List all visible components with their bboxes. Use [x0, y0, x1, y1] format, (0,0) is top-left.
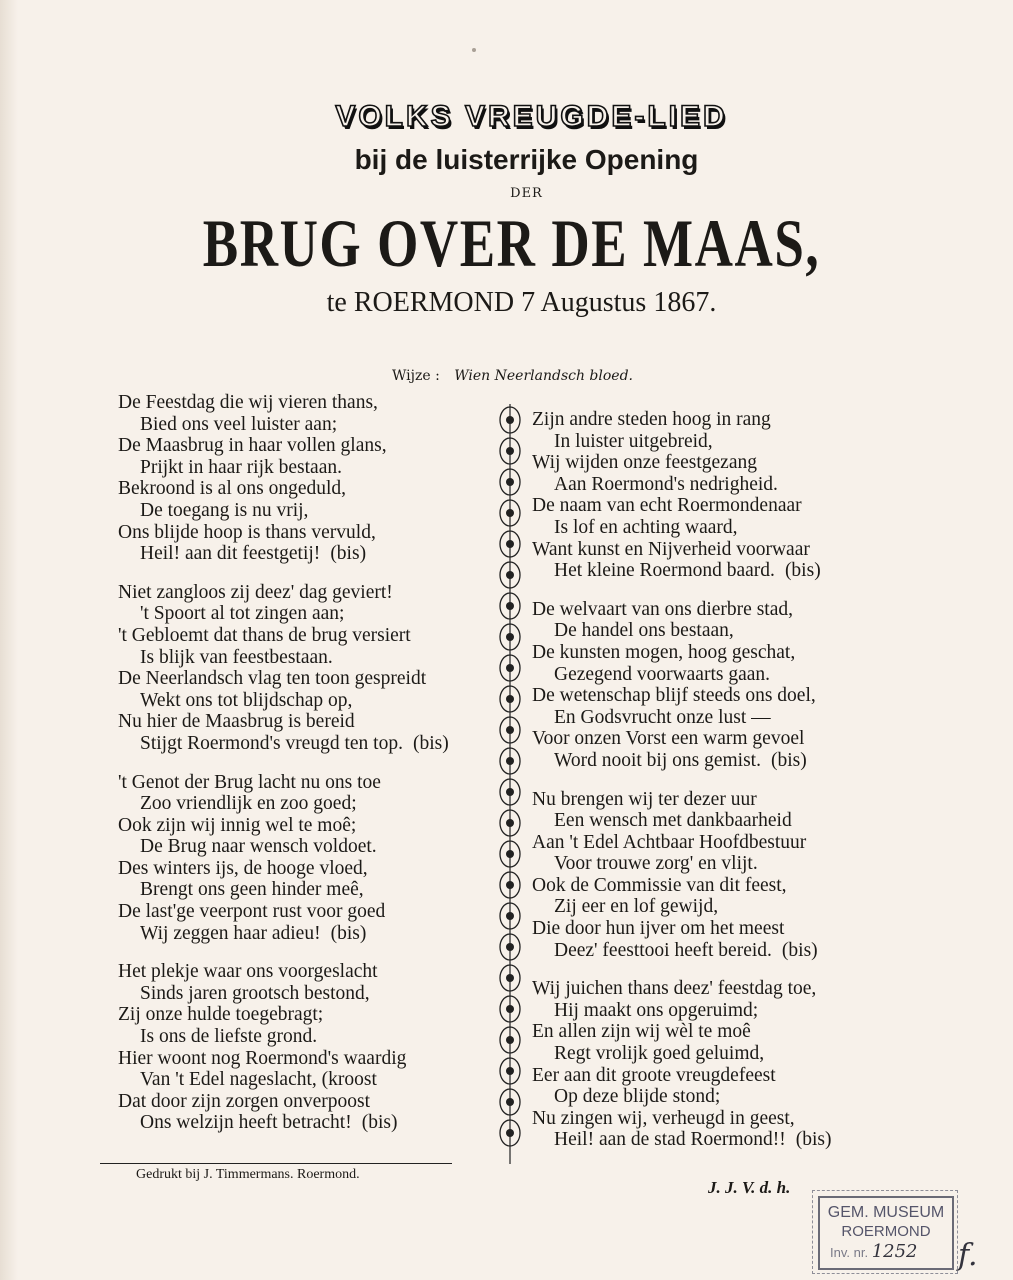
- verse-text: De kunsten mogen, hoog geschat,: [532, 641, 796, 663]
- verse-line: [118, 1026, 488, 1048]
- verse-line: [118, 603, 488, 625]
- stamp-inventory-label: Inv. nr.: [830, 1245, 869, 1260]
- verse-text: Op deze blijde stond;: [554, 1086, 721, 1108]
- verse-text: De wetenschap blijf steeds ons doel,: [532, 685, 816, 707]
- stanza: [118, 582, 488, 755]
- divider-ornament-center: [506, 1036, 514, 1044]
- verse-text: Ons blijde hoop is thans vervuld,: [118, 521, 376, 543]
- verse-text: De Maasbrug in haar vollen glans,: [118, 435, 387, 457]
- title-der: DER: [510, 186, 543, 201]
- verse-line: [532, 642, 882, 664]
- bis-marker: (bis): [330, 922, 367, 944]
- verse-line: [118, 690, 488, 712]
- stanza: [118, 392, 488, 565]
- bis-marker: (bis): [330, 543, 367, 565]
- verse-line: [118, 772, 488, 794]
- verse-text: Bied ons veel luister aan;: [140, 413, 338, 435]
- verse-text: Aan Roermond's nedrigheid.: [554, 473, 778, 495]
- verse-line: [118, 522, 488, 544]
- footer-rule: [100, 1163, 452, 1164]
- verse-line: [532, 918, 882, 940]
- verse-line: [118, 668, 488, 690]
- bis-marker: (bis): [361, 1112, 398, 1134]
- verse-text: Eer aan dit groote vreugdefeest: [532, 1064, 776, 1086]
- verse-text: Wij wijden onze feestgezang: [532, 452, 757, 474]
- bis-marker: (bis): [781, 939, 818, 961]
- verse-text: Voor onzen Vorst een warm gevoel: [532, 728, 805, 750]
- verse-text: 't Genot der Brug lacht nu ons toe: [118, 771, 381, 793]
- verse-text: Het plekje waar ons voorgeslacht: [118, 961, 378, 983]
- verse-text: Dat door zijn zorgen onverpoost: [118, 1090, 370, 1112]
- verse-text: Heil! aan dit feestgetij!: [140, 543, 321, 565]
- divider-ornament-center: [506, 912, 514, 920]
- verse-line: [532, 875, 882, 897]
- verse-text: Het kleine Roermond baard.: [554, 560, 775, 582]
- verse-text: Zij onze hulde toegebragt;: [118, 1004, 324, 1026]
- stamp-line1: GEM. MUSEUM: [827, 1204, 945, 1221]
- verse-text: Nu zingen wij, verheugd in geest,: [532, 1107, 795, 1129]
- verse-line: [532, 474, 882, 496]
- bis-marker: (bis): [412, 732, 449, 754]
- verse-line: [532, 685, 882, 707]
- verse-line: [118, 543, 488, 565]
- verse-line: [118, 582, 488, 604]
- verse-text: Die door hun ijver om het meest: [532, 918, 785, 940]
- verse-text: Wekt ons tot blijdschap op,: [140, 689, 353, 711]
- bis-marker: (bis): [795, 1129, 832, 1151]
- verse-line: [118, 625, 488, 647]
- verse-text: Aan 't Edel Achtbaar Hoofdbestuur: [532, 831, 807, 853]
- header: [0, 100, 1013, 319]
- verse-line: [118, 478, 488, 500]
- verse-line: [118, 1069, 488, 1091]
- verse-text: De Feestdag die wij vieren thans,: [118, 392, 378, 413]
- verse-line: [118, 815, 488, 837]
- verse-line: [532, 409, 882, 431]
- verse-line: [532, 452, 882, 474]
- divider-ornament-center: [506, 850, 514, 858]
- verse-text: Heil! aan de stad Roermond!!: [554, 1129, 786, 1151]
- bis-marker: (bis): [770, 749, 807, 771]
- divider-ornament-center: [506, 974, 514, 982]
- stanza: [532, 978, 882, 1151]
- bis-marker: (bis): [784, 560, 821, 582]
- verse-text: Zoo vriendlijk en zoo goed;: [140, 793, 357, 815]
- divider-ornament-center: [506, 1098, 514, 1106]
- verse-line: [532, 620, 882, 642]
- divider-ornament-center: [506, 447, 514, 455]
- verse-text: Brengt ons geen hinder meê,: [140, 879, 364, 901]
- verse-text: Sinds jaren grootsch bestond,: [140, 982, 370, 1004]
- verse-line: [532, 978, 882, 1000]
- verse-line: [118, 733, 488, 755]
- divider-ornament-center: [506, 1067, 514, 1075]
- verse-line: [118, 457, 488, 479]
- verse-text: Deez' feesttooi heeft bereid.: [554, 939, 772, 961]
- verse-line: [118, 435, 488, 457]
- verse-text: Ook de Commissie van dit feest,: [532, 874, 787, 896]
- verse-text: Ook zijn wij innig wel te moê;: [118, 814, 357, 836]
- verse-text: Van 't Edel nageslacht, (kroost: [140, 1069, 377, 1091]
- verse-line: [532, 1065, 882, 1087]
- verse-text: Des winters ijs, de hooge vloed,: [118, 857, 368, 879]
- verse-line: [118, 793, 488, 815]
- verse-text: Regt vrolijk goed geluimd,: [554, 1043, 765, 1065]
- verse-text: Stijgt Roermond's vreugd ten top.: [140, 732, 403, 754]
- verse-line: [118, 879, 488, 901]
- verse-line: [118, 961, 488, 983]
- verse-text: Nu brengen wij ter dezer uur: [532, 788, 757, 810]
- printer-credit: Gedrukt bij J. Timmermans. Roermond.: [136, 1167, 360, 1182]
- verse-text: Een wensch met dankbaarheid: [554, 810, 792, 832]
- divider-ornament-center: [506, 478, 514, 486]
- author-initials: J. J. V. d. h.: [708, 1178, 791, 1197]
- verse-line: [532, 940, 882, 962]
- verse-line: [118, 500, 488, 522]
- melody-tune: Wien Neerlandsch bloed.: [454, 368, 633, 384]
- verse-text: En allen zijn wij wèl te moê: [532, 1021, 751, 1043]
- divider-ornament-center: [506, 1129, 514, 1137]
- divider-ornament-center: [506, 726, 514, 734]
- verse-line: [532, 539, 882, 561]
- verse-text: De Brug naar wensch voldoet.: [140, 836, 377, 858]
- divider-ornament-center: [506, 695, 514, 703]
- divider-ornament-center: [506, 571, 514, 579]
- museum-stamp: [818, 1196, 954, 1270]
- divider-ornament-center: [506, 633, 514, 641]
- verse-text: En Godsvrucht onze lust —: [554, 706, 771, 728]
- verse-line: [532, 853, 882, 875]
- title-brug-over-de-maas: BRUG OVER DE MAAS,: [202, 205, 821, 281]
- verse-line: [532, 1043, 882, 1065]
- verse-text: Hier woont nog Roermond's waardig: [118, 1047, 407, 1069]
- right-column: [532, 409, 882, 1168]
- stanza: [532, 599, 882, 772]
- verse-line: [532, 1086, 882, 1108]
- verse-text: Word nooit bij ons gemist.: [554, 749, 761, 771]
- verse-line: [118, 711, 488, 733]
- verse-text: De naam van echt Roermondenaar: [532, 495, 802, 517]
- left-column: [118, 392, 488, 1151]
- verse-line: [532, 728, 882, 750]
- verse-text: Want kunst en Nijverheid voorwaar: [532, 538, 810, 560]
- verse-line: [532, 431, 882, 453]
- divider-ornament-center: [506, 1005, 514, 1013]
- verse-text: Ons welzijn heeft betracht!: [140, 1112, 352, 1134]
- verse-line: [532, 896, 882, 918]
- verse-line: [118, 1091, 488, 1113]
- stanza: [532, 409, 882, 582]
- verse-text: De Neerlandsch vlag ten toon gespreidt: [118, 668, 427, 690]
- verse-line: [118, 392, 488, 414]
- verse-text: Voor trouwe zorg' en vlijt.: [554, 853, 758, 875]
- verse-line: [532, 495, 882, 517]
- verse-text: In luister uitgebreid,: [554, 430, 713, 452]
- stamp-line2: ROERMOND: [841, 1223, 931, 1240]
- verse-text: 't Spoort al tot zingen aan;: [140, 603, 345, 625]
- verse-text: Hij maakt ons opgeruimd;: [554, 999, 759, 1021]
- verse-line: [532, 810, 882, 832]
- verse-line: [118, 1004, 488, 1026]
- verse-text: Nu hier de Maasbrug is bereid: [118, 711, 355, 733]
- verse-text: Niet zangloos zij deez' dag geviert!: [118, 581, 393, 603]
- melody-label: Wijze :: [392, 368, 440, 384]
- verse-line: [532, 517, 882, 539]
- verse-line: [118, 858, 488, 880]
- divider-ornament-center: [506, 881, 514, 889]
- verse-line: [118, 901, 488, 923]
- verse-text: De last'ge veerpont rust voor goed: [118, 901, 386, 923]
- divider-ornament-center: [506, 819, 514, 827]
- verse-text: Prijkt in haar rijk bestaan.: [140, 456, 342, 478]
- verse-text: De handel ons bestaan,: [554, 620, 734, 642]
- verse-line: [118, 414, 488, 436]
- verse-line: [532, 560, 882, 582]
- verse-text: Wij zeggen haar adieu!: [140, 922, 321, 944]
- melody-note: [392, 368, 633, 384]
- verse-line: [532, 664, 882, 686]
- title-volks-vreugde-lied: VOLKS VREUGDE-LIED: [335, 100, 728, 133]
- verse-line: [118, 647, 488, 669]
- verse-line: [532, 1021, 882, 1043]
- verse-line: [118, 1112, 488, 1134]
- verse-line: [532, 750, 882, 772]
- divider-ornament-center: [506, 540, 514, 548]
- verse-text: De toegang is nu vrij,: [140, 499, 309, 521]
- divider-ornament-center: [506, 788, 514, 796]
- verse-line: [532, 1000, 882, 1022]
- verse-line: [532, 789, 882, 811]
- verse-text: Wij juichen thans deez' feestdag toe,: [532, 978, 817, 1000]
- verse-text: Is blijk van feestbestaan.: [140, 646, 333, 668]
- verse-line: [118, 983, 488, 1005]
- paper-speck: [472, 48, 476, 52]
- verse-text: De welvaart van ons dierbre stad,: [532, 598, 793, 620]
- divider-ornament-center: [506, 664, 514, 672]
- verse-line: [118, 923, 488, 945]
- stanza: [118, 961, 488, 1134]
- divider-ornament-center: [506, 943, 514, 951]
- stanza: [532, 789, 882, 962]
- divider-ornament-center: [506, 602, 514, 610]
- verse-line: [532, 1129, 882, 1151]
- verse-text: Zij eer en lof gewijd,: [554, 896, 719, 918]
- title-opening: bij de luisterrijke Opening: [354, 144, 699, 175]
- verse-line: [532, 832, 882, 854]
- verse-line: [532, 1108, 882, 1130]
- ornamental-divider: [497, 404, 523, 1164]
- verse-text: Zijn andre steden hoog in rang: [532, 409, 771, 430]
- title-place-date: te ROERMOND 7 Augustus 1867.: [326, 287, 717, 318]
- stamp-inventory-number: 1252: [871, 1241, 918, 1262]
- verse-text: Gezegend voorwaarts gaan.: [554, 663, 771, 685]
- verse-text: Is ons de liefste grond.: [140, 1026, 318, 1048]
- verse-text: 't Gebloemt dat thans de brug versiert: [118, 624, 411, 646]
- divider-ornament-center: [506, 757, 514, 765]
- verse-line: [532, 707, 882, 729]
- stanza: [118, 772, 488, 945]
- stamp-inventory: [820, 1241, 952, 1262]
- verse-text: Is lof en achting waard,: [554, 516, 738, 538]
- verse-line: [118, 836, 488, 858]
- handwritten-mark: f.: [958, 1238, 978, 1273]
- verse-line: [118, 1048, 488, 1070]
- divider-ornament-center: [506, 509, 514, 517]
- verse-text: Bekroond is al ons ongeduld,: [118, 478, 347, 500]
- verse-line: [532, 599, 882, 621]
- divider-ornament-center: [506, 416, 514, 424]
